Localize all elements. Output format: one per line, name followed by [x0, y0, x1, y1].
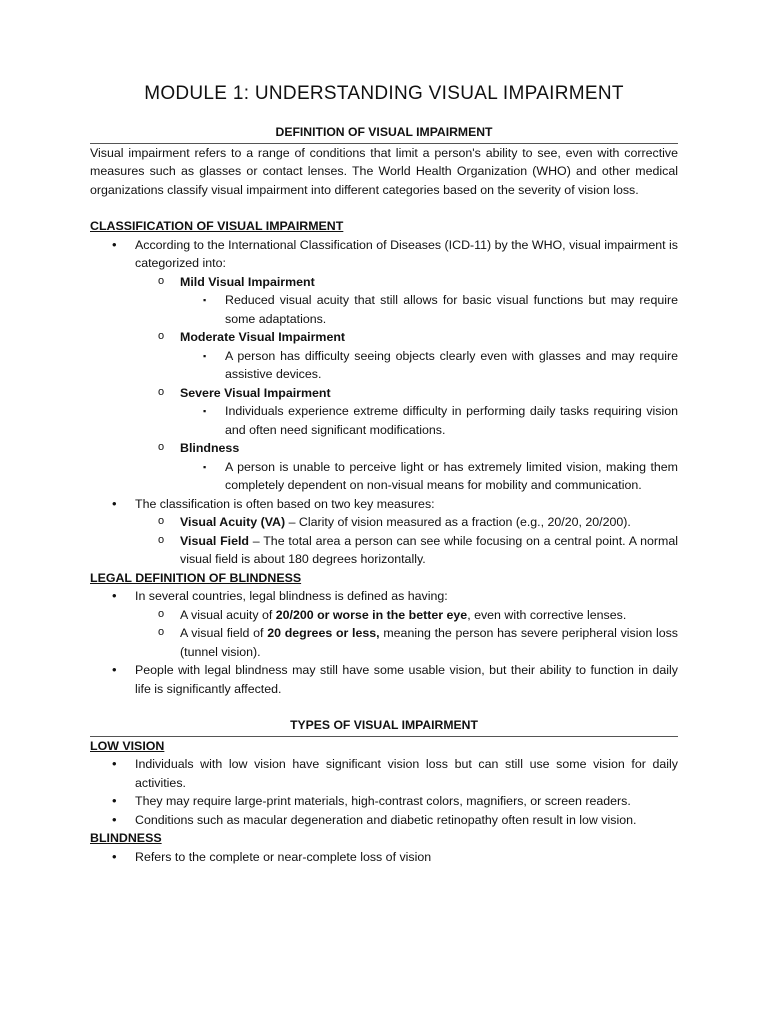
severity-desc: ▪ A person has difficulty seeing objects clearly even with glasses and may require assistive devices.: [180, 347, 678, 384]
severity-label: Moderate Visual Impairment: [180, 330, 346, 344]
low-vision-heading: LOW VISION: [90, 738, 165, 753]
severity-label: Blindness: [180, 441, 240, 455]
blindness-list: [90, 848, 678, 867]
severity-label: Severe Visual Impairment: [180, 385, 331, 400]
list-item: [90, 236, 678, 495]
severity-desc: ▪ A person is unable to perceive light or has extremely limited vision, making them completely dependent on non-visual means for mobility and communication.: [180, 458, 678, 495]
measure-desc: – Clarity of vision measured as a fraction (e.g., 20/20, 20/200).: [285, 515, 631, 529]
document-page: [90, 78, 678, 866]
criterion-text: A visual acuity of: [180, 607, 276, 622]
criterion-text: , even with corrective lenses.: [467, 607, 627, 622]
severity-label: Mild Visual Impairment: [180, 274, 315, 289]
legal-criterion-field: [135, 624, 678, 661]
page-title: MODULE 1: UNDERSTANDING VISUAL IMPAIRMENT: [144, 83, 624, 104]
classification-intro: According to the International Classification of Diseases (ICD-11) by the WHO, visual impairment is categorized into:: [135, 237, 678, 270]
severity-item-severe: [135, 384, 678, 440]
measure-item-field: [135, 532, 678, 569]
measure-item-va: [135, 513, 678, 532]
list-item: [90, 587, 678, 661]
severity-desc: ▪ Reduced visual acuity that still allows for basic visual functions but may require some adaptations.: [180, 291, 678, 328]
definition-paragraph: Visual impairment refers to a range of conditions that limit a person's ability to see, even with corrective measures such as glasses or contact lenses. The World Health Organization (WHO) and other medical organizations classify visual impairment into different categories based on the severity of vision loss.: [90, 145, 678, 197]
criterion-bold: 20 degrees or less,: [267, 626, 380, 640]
low-vision-list: [90, 755, 678, 829]
types-heading: TYPES OF VISUAL IMPAIRMENT: [90, 716, 678, 737]
definition-heading: DEFINITION OF VISUAL IMPAIRMENT: [90, 123, 678, 144]
list-item: • Individuals with low vision have significant vision loss but can still use some vision for daily activities.: [90, 755, 678, 792]
classification-list: [90, 236, 678, 569]
severity-item-moderate: [135, 328, 678, 384]
measures-list: [90, 513, 678, 569]
blindness-heading: BLINDNESS: [90, 831, 162, 845]
list-item: • They may require large-print materials, high-contrast colors, magnifiers, or screen readers.: [90, 792, 678, 811]
legal-criterion-acuity: [135, 606, 678, 625]
severity-item-blindness: [135, 439, 678, 495]
list-item: [90, 495, 678, 569]
legal-heading: LEGAL DEFINITION OF BLINDNESS: [90, 570, 302, 585]
criterion-bold: 20/200 or worse in the better eye: [275, 607, 468, 622]
list-item: • People with legal blindness may still have some usable vision, but their ability to function in daily life is significantly affected.: [90, 661, 678, 698]
classification-heading: CLASSIFICATION OF VISUAL IMPAIRMENT: [90, 219, 344, 233]
measure-label: Visual Acuity (VA): [180, 515, 286, 529]
severity-desc: ▪ Individuals experience extreme difficulty in performing daily tasks requiring vision and often need significant modifications.: [180, 402, 678, 439]
measure-desc: – The total area a person can see while focusing on a central point. A normal visual field is about 180 degrees horizontally.: [180, 533, 678, 566]
criterion-text: meaning the person has severe peripheral vision loss (tunnel vision).: [180, 626, 678, 659]
legal-list: [90, 587, 678, 698]
measures-intro: The classification is often based on two key measures:: [135, 496, 435, 511]
measure-label: Visual Field: [180, 533, 249, 548]
severity-list: [90, 273, 678, 495]
legal-intro: In several countries, legal blindness is defined as having:: [135, 589, 448, 603]
legal-criteria-list: [90, 606, 678, 662]
criterion-text: A visual field of: [180, 626, 268, 640]
severity-item-mild: [135, 273, 678, 329]
list-item: • Conditions such as macular degeneration and diabetic retinopathy often result in low vision.: [90, 811, 678, 830]
list-item: • Refers to the complete or near-complete loss of vision: [90, 848, 678, 867]
